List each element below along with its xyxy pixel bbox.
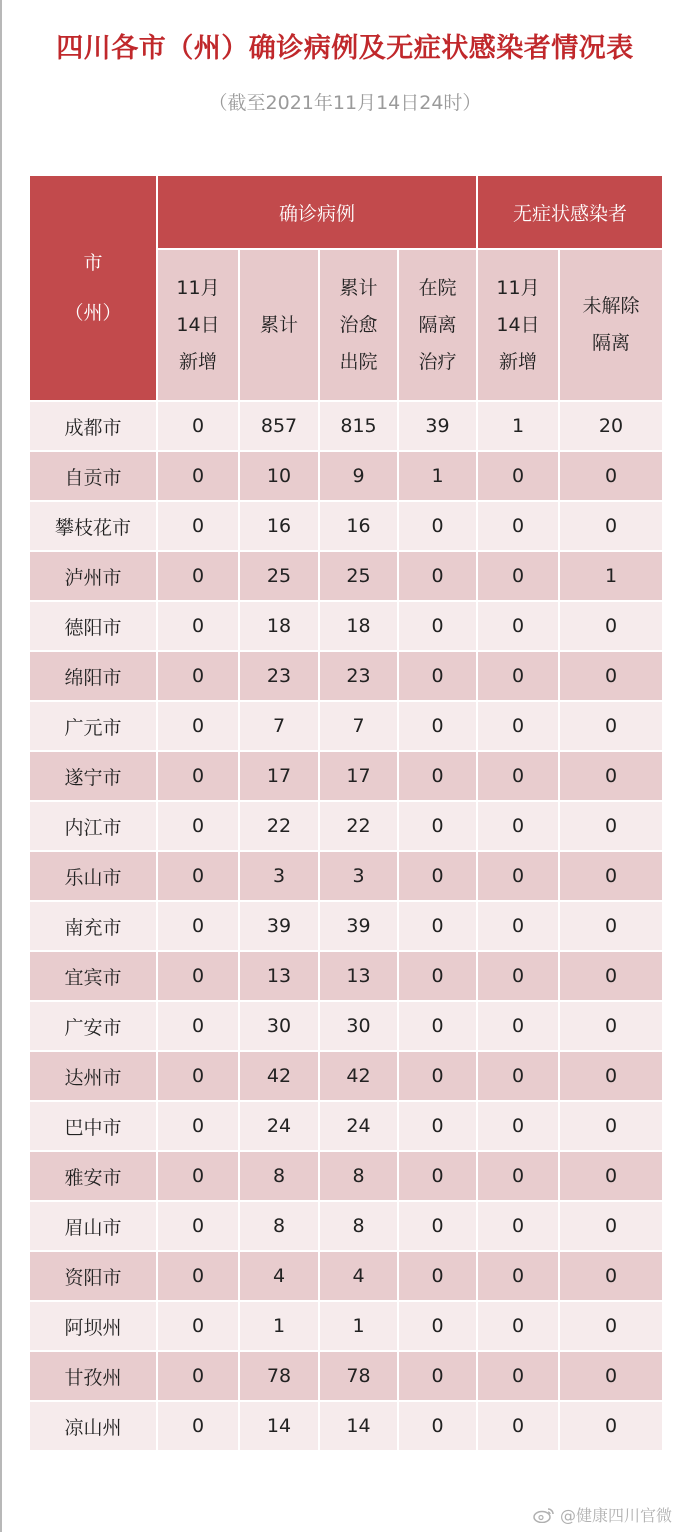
value-cell: 0 (398, 951, 477, 1001)
value-cell: 0 (559, 901, 663, 951)
city-name-cell: 达州市 (29, 1051, 157, 1101)
header-col-line: 新增 (499, 350, 538, 373)
value-cell: 0 (559, 1201, 663, 1251)
table-row (29, 651, 663, 701)
table-row (29, 1201, 663, 1251)
city-name-cell: 凉山州 (29, 1401, 157, 1451)
value-cell: 22 (239, 801, 319, 851)
value-cell: 0 (398, 1401, 477, 1451)
city-name-cell: 雅安市 (29, 1151, 157, 1201)
value-cell: 9 (319, 451, 398, 501)
value-cell: 0 (157, 1251, 239, 1301)
value-cell: 0 (477, 651, 559, 701)
value-cell: 17 (319, 751, 398, 801)
value-cell: 0 (398, 1301, 477, 1351)
value-cell: 25 (239, 551, 319, 601)
header-col-line: 出院 (339, 350, 378, 373)
header-col-2 (319, 249, 398, 401)
table-row (29, 601, 663, 651)
weibo-icon (533, 1507, 555, 1523)
value-cell: 0 (559, 501, 663, 551)
value-cell: 0 (157, 451, 239, 501)
value-cell: 0 (398, 801, 477, 851)
value-cell: 4 (239, 1251, 319, 1301)
value-cell: 0 (477, 501, 559, 551)
header-asymptomatic-group: 无症状感染者 (477, 175, 663, 249)
city-name-cell: 宜宾市 (29, 951, 157, 1001)
value-cell: 0 (398, 1351, 477, 1401)
value-cell: 0 (559, 451, 663, 501)
value-cell: 0 (477, 851, 559, 901)
value-cell: 1 (559, 551, 663, 601)
table-row (29, 401, 663, 451)
value-cell: 25 (319, 551, 398, 601)
table-row (29, 1051, 663, 1101)
value-cell: 13 (319, 951, 398, 1001)
value-cell: 0 (559, 1351, 663, 1401)
header-col-line: 未解除 (582, 295, 640, 317)
table-row (29, 1251, 663, 1301)
value-cell: 0 (157, 751, 239, 801)
value-cell: 7 (239, 701, 319, 751)
value-cell: 0 (157, 1301, 239, 1351)
value-cell: 0 (157, 1401, 239, 1451)
value-cell: 0 (398, 851, 477, 901)
value-cell: 0 (398, 701, 477, 751)
value-cell: 0 (398, 1201, 477, 1251)
value-cell: 0 (477, 701, 559, 751)
value-cell: 42 (239, 1051, 319, 1101)
header-col-line: 累计 (259, 313, 298, 336)
value-cell: 30 (319, 1001, 398, 1051)
table-row (29, 1351, 663, 1401)
value-cell: 0 (157, 1101, 239, 1151)
value-cell: 13 (239, 951, 319, 1001)
header-col-line: 累计 (339, 276, 378, 299)
table-row (29, 1001, 663, 1051)
value-cell: 0 (398, 501, 477, 551)
city-name-cell: 广元市 (29, 701, 157, 751)
value-cell: 16 (239, 501, 319, 551)
value-cell: 0 (559, 1401, 663, 1451)
header-col-3 (398, 249, 477, 401)
watermark-text: @健康四川官微 (559, 1506, 672, 1525)
value-cell: 18 (239, 601, 319, 651)
value-cell: 0 (559, 651, 663, 701)
value-cell: 30 (239, 1001, 319, 1051)
table-row (29, 501, 663, 551)
value-cell: 0 (398, 1251, 477, 1301)
value-cell: 0 (477, 1251, 559, 1301)
page-title: 四川各市（州）确诊病例及无症状感染者情况表 (56, 33, 634, 64)
city-name-cell: 泸州市 (29, 551, 157, 601)
table-row (29, 901, 663, 951)
value-cell: 0 (559, 1251, 663, 1301)
value-cell: 0 (559, 601, 663, 651)
value-cell: 23 (319, 651, 398, 701)
value-cell: 22 (319, 801, 398, 851)
value-cell: 10 (239, 451, 319, 501)
city-name-cell: 阿坝州 (29, 1301, 157, 1351)
value-cell: 0 (157, 601, 239, 651)
table-row (29, 1151, 663, 1201)
value-cell: 14 (239, 1401, 319, 1451)
value-cell: 0 (157, 551, 239, 601)
value-cell: 39 (398, 401, 477, 451)
city-name-cell: 内江市 (29, 801, 157, 851)
header-col-4 (477, 249, 559, 401)
value-cell: 0 (477, 1351, 559, 1401)
value-cell: 0 (398, 651, 477, 701)
value-cell: 0 (559, 1001, 663, 1051)
value-cell: 0 (157, 801, 239, 851)
value-cell: 815 (319, 401, 398, 451)
value-cell: 0 (477, 1051, 559, 1101)
value-cell: 0 (477, 751, 559, 801)
value-cell: 0 (157, 851, 239, 901)
header-col-line: 隔离 (418, 313, 457, 336)
value-cell: 0 (157, 1001, 239, 1051)
header-col-1 (239, 249, 319, 401)
header-col-line: 新增 (178, 350, 217, 373)
value-cell: 0 (477, 1201, 559, 1251)
header-col-line: 14日 (496, 313, 540, 336)
value-cell: 8 (319, 1151, 398, 1201)
value-cell: 0 (398, 1151, 477, 1201)
value-cell: 24 (239, 1101, 319, 1151)
table-row (29, 701, 663, 751)
value-cell: 0 (157, 901, 239, 951)
value-cell: 16 (319, 501, 398, 551)
value-cell: 0 (477, 1101, 559, 1151)
value-cell: 0 (157, 651, 239, 701)
watermark (533, 1503, 672, 1526)
value-cell: 23 (239, 651, 319, 701)
value-cell: 0 (157, 1051, 239, 1101)
table-body (29, 401, 663, 1451)
value-cell: 0 (477, 1401, 559, 1451)
value-cell: 39 (239, 901, 319, 951)
value-cell: 0 (559, 701, 663, 751)
value-cell: 0 (398, 1001, 477, 1051)
city-name-cell: 广安市 (29, 1001, 157, 1051)
header-col-line: 11月 (176, 276, 220, 299)
value-cell: 0 (157, 1151, 239, 1201)
page-subtitle: （截至2021年11月14日24时） (208, 92, 482, 114)
header-city-line: （州） (64, 302, 122, 324)
value-cell: 0 (477, 1151, 559, 1201)
value-cell: 0 (477, 1001, 559, 1051)
table-row (29, 1101, 663, 1151)
table-row (29, 801, 663, 851)
header-col-line: 隔离 (592, 332, 631, 354)
value-cell: 78 (319, 1351, 398, 1401)
header-col-0 (157, 249, 239, 401)
value-cell: 3 (319, 851, 398, 901)
value-cell: 0 (477, 551, 559, 601)
value-cell: 0 (477, 801, 559, 851)
header-col-5 (559, 249, 663, 401)
value-cell: 0 (157, 701, 239, 751)
value-cell: 8 (319, 1201, 398, 1251)
left-edge-rule (0, 0, 2, 1532)
value-cell: 0 (398, 901, 477, 951)
value-cell: 0 (157, 1201, 239, 1251)
case-table (28, 174, 664, 1452)
value-cell: 0 (398, 601, 477, 651)
value-cell: 14 (319, 1401, 398, 1451)
value-cell: 4 (319, 1251, 398, 1301)
value-cell: 0 (157, 951, 239, 1001)
value-cell: 0 (398, 551, 477, 601)
value-cell: 0 (157, 1351, 239, 1401)
value-cell: 8 (239, 1151, 319, 1201)
value-cell: 0 (398, 751, 477, 801)
city-name-cell: 巴中市 (29, 1101, 157, 1151)
value-cell: 0 (559, 1151, 663, 1201)
header-col-line: 在院 (418, 276, 457, 299)
value-cell: 0 (559, 1301, 663, 1351)
header-col-line: 治疗 (418, 350, 457, 373)
city-name-cell: 甘孜州 (29, 1351, 157, 1401)
value-cell: 0 (559, 851, 663, 901)
city-name-cell: 攀枝花市 (29, 501, 157, 551)
value-cell: 0 (477, 451, 559, 501)
value-cell: 1 (477, 401, 559, 451)
header-col-line: 治愈 (339, 313, 378, 336)
table-row (29, 451, 663, 501)
value-cell: 1 (239, 1301, 319, 1351)
city-name-cell: 自贡市 (29, 451, 157, 501)
header-col-line: 11月 (496, 276, 540, 299)
value-cell: 0 (398, 1051, 477, 1101)
value-cell: 0 (398, 1101, 477, 1151)
value-cell: 0 (559, 751, 663, 801)
city-name-cell: 乐山市 (29, 851, 157, 901)
city-name-cell: 南充市 (29, 901, 157, 951)
value-cell: 0 (559, 951, 663, 1001)
header-city-line: 市 (83, 252, 103, 274)
value-cell: 0 (477, 951, 559, 1001)
city-name-cell: 遂宁市 (29, 751, 157, 801)
value-cell: 1 (398, 451, 477, 501)
header-col-line: 14日 (176, 313, 220, 336)
value-cell: 0 (157, 501, 239, 551)
table-row (29, 1301, 663, 1351)
city-name-cell: 眉山市 (29, 1201, 157, 1251)
value-cell: 0 (559, 1051, 663, 1101)
value-cell: 3 (239, 851, 319, 901)
value-cell: 0 (477, 601, 559, 651)
value-cell: 17 (239, 751, 319, 801)
value-cell: 39 (319, 901, 398, 951)
value-cell: 857 (239, 401, 319, 451)
value-cell: 0 (477, 1301, 559, 1351)
table-row (29, 851, 663, 901)
value-cell: 24 (319, 1101, 398, 1151)
value-cell: 8 (239, 1201, 319, 1251)
table-row (29, 1401, 663, 1451)
value-cell: 42 (319, 1051, 398, 1101)
value-cell: 0 (157, 401, 239, 451)
header-city (29, 175, 157, 401)
table-row (29, 551, 663, 601)
value-cell: 1 (319, 1301, 398, 1351)
city-name-cell: 资阳市 (29, 1251, 157, 1301)
table-row (29, 951, 663, 1001)
table-row (29, 751, 663, 801)
value-cell: 78 (239, 1351, 319, 1401)
value-cell: 7 (319, 701, 398, 751)
value-cell: 0 (477, 901, 559, 951)
value-cell: 0 (559, 1101, 663, 1151)
value-cell: 20 (559, 401, 663, 451)
value-cell: 0 (559, 801, 663, 851)
value-cell: 18 (319, 601, 398, 651)
city-name-cell: 绵阳市 (29, 651, 157, 701)
city-name-cell: 德阳市 (29, 601, 157, 651)
city-name-cell: 成都市 (29, 401, 157, 451)
header-confirmed-group: 确诊病例 (157, 175, 477, 249)
